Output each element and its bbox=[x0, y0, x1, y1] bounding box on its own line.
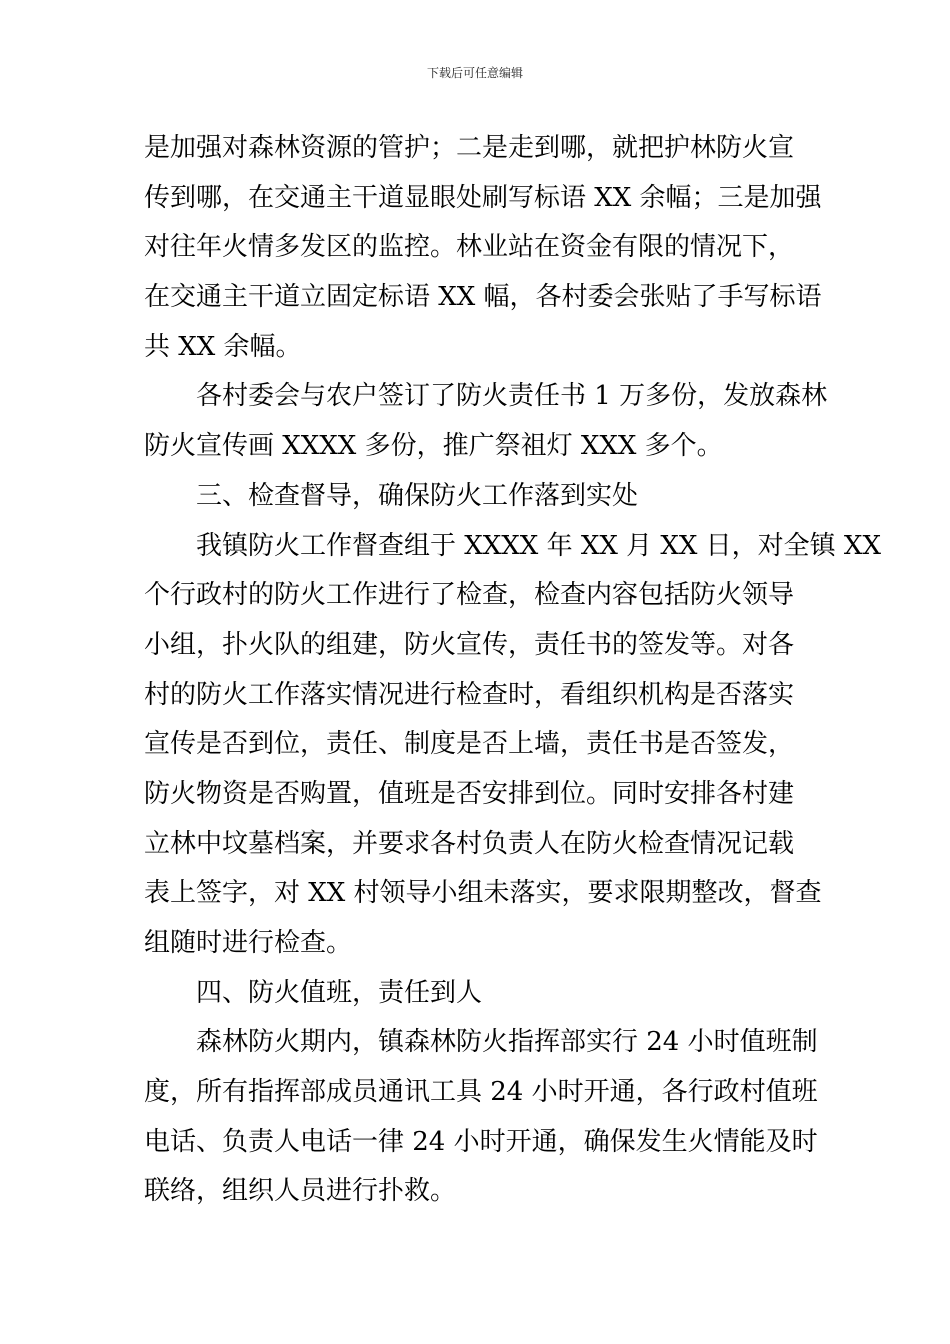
paragraph-first-line: 各村委会与农户签订了防火责任书 1 万多份，发放森林 bbox=[196, 381, 828, 412]
paragraph-first-line: 四、防火值班，责任到人 bbox=[196, 977, 483, 1008]
text-line: 度，所有指挥部成员通讯工具 24 小时开通，各行政村值班 bbox=[144, 1077, 818, 1108]
text-line: 村的防火工作落实情况进行检查时，看组织机构是否落实 bbox=[144, 679, 795, 710]
paragraph-first-line: 三、检查督导，确保防火工作落到实处 bbox=[196, 480, 639, 511]
text-line: 电话、负责人电话一律 24 小时开通，确保发生火情能及时 bbox=[144, 1126, 818, 1157]
text-line: 防火宣传画 XXXX 多份，推广祭祖灯 XXX 多个。 bbox=[144, 431, 723, 462]
paragraph-first-line: 森林防火期内，镇森林防火指挥部实行 24 小时值班制 bbox=[196, 1027, 818, 1058]
paragraph-first-line: 我镇防火工作督查组于 XXXX 年 XX 月 XX 日，对全镇 XX bbox=[196, 530, 881, 561]
text-line: 是加强对森林资源的管护；二是走到哪，就把护林防火宣 bbox=[144, 133, 795, 163]
text-line: 防火物资是否购置，值班是否安排到位。同时安排各村建 bbox=[144, 778, 795, 809]
header-text: 下载后可任意编辑 bbox=[426, 66, 523, 80]
text-line: 小组，扑火队的组建，防火宣传，责任书的签发等。对各 bbox=[144, 629, 795, 660]
text-line: 在交通主干道立固定标语 XX 幅，各村委会张贴了手写标语 bbox=[144, 282, 822, 313]
page-header bbox=[0, 64, 950, 82]
text-line: 表上签字，对 XX 村领导小组未落实，要求限期整改，督查 bbox=[144, 878, 822, 909]
text-line: 对往年火情多发区的监控。林业站在资金有限的情况下， bbox=[144, 232, 795, 263]
text-line: 宣传是否到位，责任、制度是否上墙，责任书是否签发， bbox=[144, 729, 795, 760]
text-line: 联络，组织人员进行扑救。 bbox=[144, 1176, 457, 1207]
text-line: 组随时进行检查。 bbox=[144, 928, 353, 958]
document-body bbox=[144, 124, 881, 1217]
text-line: 共 XX 余幅。 bbox=[144, 331, 302, 362]
text-line: 个行政村的防火工作进行了检查，检查内容包括防火领导 bbox=[144, 580, 795, 611]
text-line: 传到哪，在交通主干道显眼处刷写标语 XX 余幅；三是加强 bbox=[144, 182, 822, 213]
text-line: 立林中坟墓档案，并要求各村负责人在防火检查情况记载 bbox=[144, 828, 795, 859]
